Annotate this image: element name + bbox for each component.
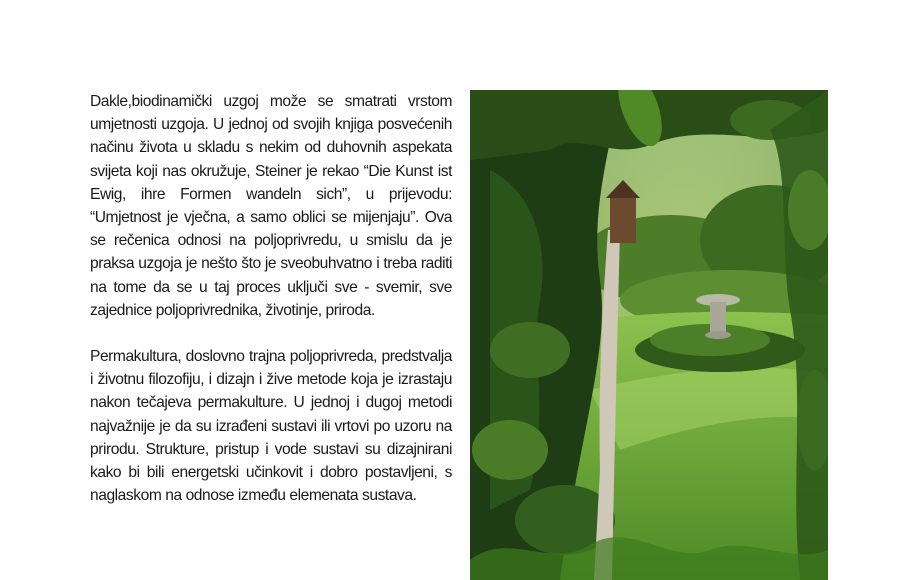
paragraph-biodynamic: Dakle,biodinamički uzgoj može se smatrati vrstom umjetnosti uzgoja. U jednoj od svojih knjiga posvećenih načinu života u skladu s nekim od duhovnih aspekata svijeta koji nas okružuje, Steiner je rekao “Die Kunst ist Ewig, ihre Formen wandeln sich”, u prijevodu: “Umjetnost je vječna, a samo oblici se mijenjaju”. Ova se rečenica odnosi na poljoprivredu, u smislu da je praksa uzgoja je nešto što je sveobuhvatno i treba raditi na tome da se u taj proces uključi sve - svemir, sve zajednice poljoprivrednika, životinje, priroda. bbox=[90, 93, 452, 319]
birdbath-base bbox=[705, 331, 731, 339]
birdbath-stem bbox=[710, 302, 726, 334]
garden-photo bbox=[470, 90, 828, 580]
article-text bbox=[90, 90, 452, 507]
leaf-cluster bbox=[472, 420, 548, 480]
birdhouse bbox=[610, 195, 636, 243]
paragraph-permaculture: Permakultura, doslovno trajna poljoprivreda, predstvalja i životnu filozofiju, i dizajn i žive metode koja je izrastaju nakon tečajeva permakulture. U jednoj i dugoj metodi najvažnije je da su izrađeni sustavi ili vrtovi po uzoru na prirodu. Strukture, pristup i vode sustavi su dizajnirani kako bi bili energetski učinkovit i dobro postavljeni, s naglaskom na odnose između elemenata sustava. bbox=[90, 348, 452, 505]
leaf-cluster bbox=[490, 322, 570, 378]
